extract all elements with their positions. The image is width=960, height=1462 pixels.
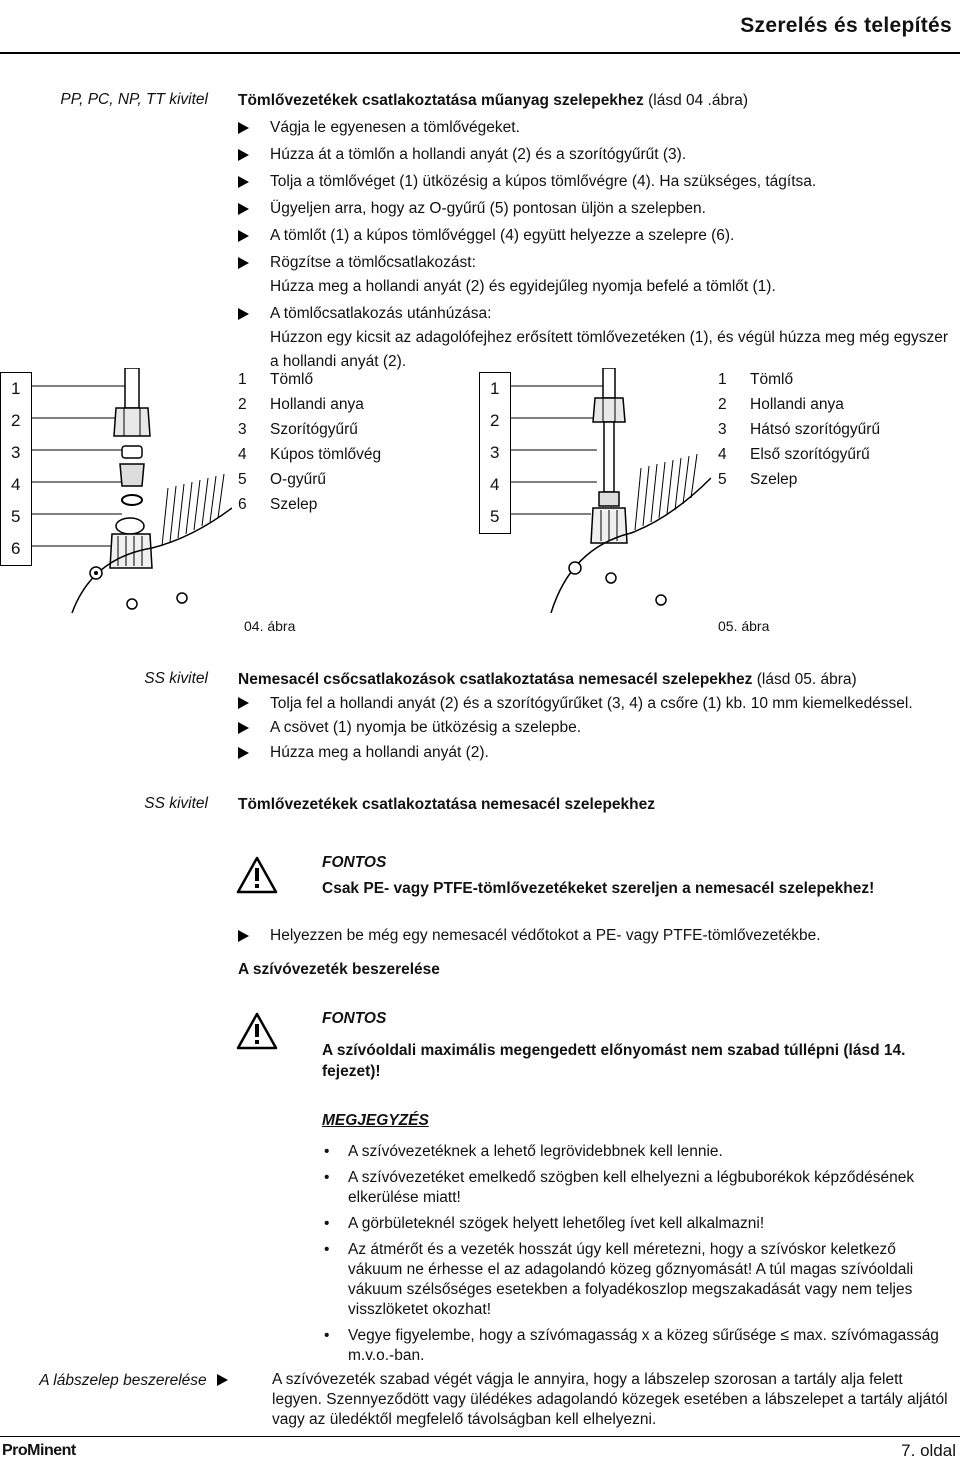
- figure05-valve-drawing: [511, 368, 711, 613]
- section2-heading-line: [238, 668, 950, 692]
- note-bullets: [322, 1142, 940, 1372]
- triangle-bullet-icon: [238, 930, 249, 942]
- section2-heading: Nemesacél csőcsatlakozások csatlakoztatása nemesacél szelepekhez: [238, 671, 753, 688]
- section3-side-label: SS kivitel: [144, 795, 208, 812]
- figure05-legend: [718, 367, 880, 492]
- section1-heading-line: [238, 89, 950, 113]
- triangle-bullet-icon: [238, 122, 249, 134]
- section2-side-label: SS kivitel: [144, 670, 208, 687]
- step: Rögzítse a tömlőcsatlakozást: Húzza meg a hollandi anyát (2) és egyidejűleg nyomja befelé a tömlőt (1).: [238, 251, 950, 299]
- note-bullet: • A szívóvezetéknek a lehető legrövidebbnek kell lennie.: [322, 1142, 940, 1162]
- triangle-bullet-icon: [238, 203, 249, 215]
- header-rule: [0, 52, 960, 54]
- step: A tömlőt (1) a kúpos tömlővéggel (4) együtt helyezze a szelepre (6).: [238, 224, 950, 248]
- figure04-caption: 04. ábra: [244, 618, 296, 634]
- legend-item: 4 Kúpos tömlővég: [238, 446, 382, 463]
- step: Ügyeljen arra, hogy az O-gyűrű (5) pontosan üljön a szelepben.: [238, 197, 950, 221]
- triangle-bullet-icon: [238, 257, 249, 269]
- step: A tömlőcsatlakozás utánhúzása: Húzzon egy kicsit az adagolófejhez erősített tömlővezetéken (1), és végül húzza meg még egyszer a hollandi anyát (2).: [238, 302, 950, 374]
- warning2-text: A szívóoldali maximális megengedett előnyomást nem szabad túllépni (lásd 14. fejezet)!: [322, 1042, 906, 1080]
- legend-item: 1 Tömlő: [718, 371, 794, 388]
- legend-item: 2 Hollandi anya: [718, 396, 844, 413]
- figure04-number-column: 1 2 3 4 5 6: [0, 372, 32, 566]
- triangle-bullet-icon: [238, 149, 249, 161]
- triangle-bullet-icon: [238, 176, 249, 188]
- footvalve-side-label: A lábszelep beszerelése: [0, 1372, 228, 1390]
- triangle-bullet-icon: [238, 308, 249, 320]
- section2-body: [238, 668, 950, 765]
- warning-icon: [236, 856, 278, 894]
- warning2-title: FONTOS: [322, 1010, 387, 1027]
- legend-item: 2 Hollandi anya: [238, 396, 364, 413]
- page-header-title: Szerelés és telepítés: [740, 14, 952, 37]
- note-bullet: • A görbületeknél szögek helyett lehetőleg ívet kell alkalmazni!: [322, 1214, 940, 1234]
- section1-heading-ref: (lásd 04 .ábra): [648, 92, 749, 109]
- section1-body: [238, 89, 950, 374]
- step: Vágja le egyenesen a tömlővégeket.: [238, 116, 950, 140]
- legend-item: 3 Hátsó szorítógyűrű: [718, 421, 881, 438]
- legend-item: 5 Szelep: [718, 471, 798, 488]
- triangle-bullet-icon: [217, 1374, 228, 1386]
- section3-heading: Tömlővezetékek csatlakoztatása nemesacél szelepekhez: [238, 796, 656, 813]
- note-bullet: • Az átmérőt és a vezeték hosszát úgy kell méretezni, hogy a szívóskor keletkező vákuum ne érhesse el az adagolandó közeg gőznyomását! A túl magas szívóoldali vákuum szélsőséges esetekben a folyadékoszlop megszakadását vagy nem teljes visszlöketet okozhat!: [322, 1240, 940, 1320]
- note-bullet: • Vegye figyelembe, hogy a szívómagasság x a közeg sűrűsége ≤ max. szívómagasság m.v.o.-ban.: [322, 1326, 940, 1366]
- section2-heading-ref: (lásd 05. ábra): [756, 671, 857, 688]
- footvalve-text: A szívóvezeték szabad végét vágja le annyira, hogy a lábszelep szorosan a tartály alja felett legyen. Szennyeződött vagy ülédékes adagolandó közegek esetében a lábszelepet a tartály aljától vagy az üledéktől megfelelő távolságban kell elhelyezni.: [272, 1371, 948, 1428]
- legend-item: 6 Szelep: [238, 496, 318, 513]
- triangle-bullet-icon: [238, 722, 249, 734]
- prominent-logo: ProMinent: [2, 1442, 76, 1459]
- figure04-legend: [238, 367, 381, 517]
- step: Tolja a tömlővéget (1) ütközésig a kúpos tömlővégre (4). Ha szükséges, tágítsa.: [238, 170, 950, 194]
- warning1-text: Csak PE- vagy PTFE-tömlővezetékeket szereljen a nemesacél szelepekhez!: [322, 880, 875, 897]
- step: Húzza meg a hollandi anyát (2).: [238, 741, 950, 765]
- note-title: MEGJEGYZÉS: [322, 1112, 429, 1129]
- legend-item: 4 Első szorítógyűrű: [718, 446, 870, 463]
- figure05-caption: 05. ábra: [718, 618, 770, 634]
- section1-side-label: PP, PC, NP, TT kivitel: [60, 91, 208, 108]
- triangle-bullet-icon: [238, 747, 249, 759]
- page-number: 7. oldal: [901, 1441, 956, 1460]
- legend-item: 5 O-gyűrű: [238, 471, 326, 488]
- step: Húzza át a tömlőn a hollandi anyát (2) és a szorítógyűrűt (3).: [238, 143, 950, 167]
- warning-icon: [236, 1012, 278, 1050]
- triangle-bullet-icon: [238, 697, 249, 709]
- suction-heading: A szívóvezeték beszerelése: [238, 961, 440, 978]
- figure05-number-column: 1 2 3 4 5: [479, 372, 511, 534]
- footer-rule: [0, 1436, 960, 1437]
- triangle-bullet-icon: [238, 230, 249, 242]
- figure04-valve-drawing: [32, 368, 232, 613]
- step: A csövet (1) nyomja be ütközésig a szelepbe.: [238, 716, 950, 740]
- note-bullet: • A szívóvezetéket emelkedő szögben kell elhelyezni a légbuborékok képződésének elkerülése miatt!: [322, 1168, 940, 1208]
- step: Tolja fel a hollandi anyát (2) és a szorítógyűrűket (3, 4) a csőre (1) kb. 10 mm kiemelkedéssel.: [238, 693, 950, 714]
- warning1-title: FONTOS: [322, 854, 387, 871]
- section1-heading: Tömlővezetékek csatlakoztatása műanyag szelepekhez: [238, 92, 644, 109]
- step-after-warning: Helyezzen be még egy nemesacél védőtokot a PE- vagy PTFE-tömlővezetékbe.: [238, 924, 950, 948]
- legend-item: 3 Szorítógyűrű: [238, 421, 358, 438]
- legend-item: 1 Tömlő: [238, 371, 314, 388]
